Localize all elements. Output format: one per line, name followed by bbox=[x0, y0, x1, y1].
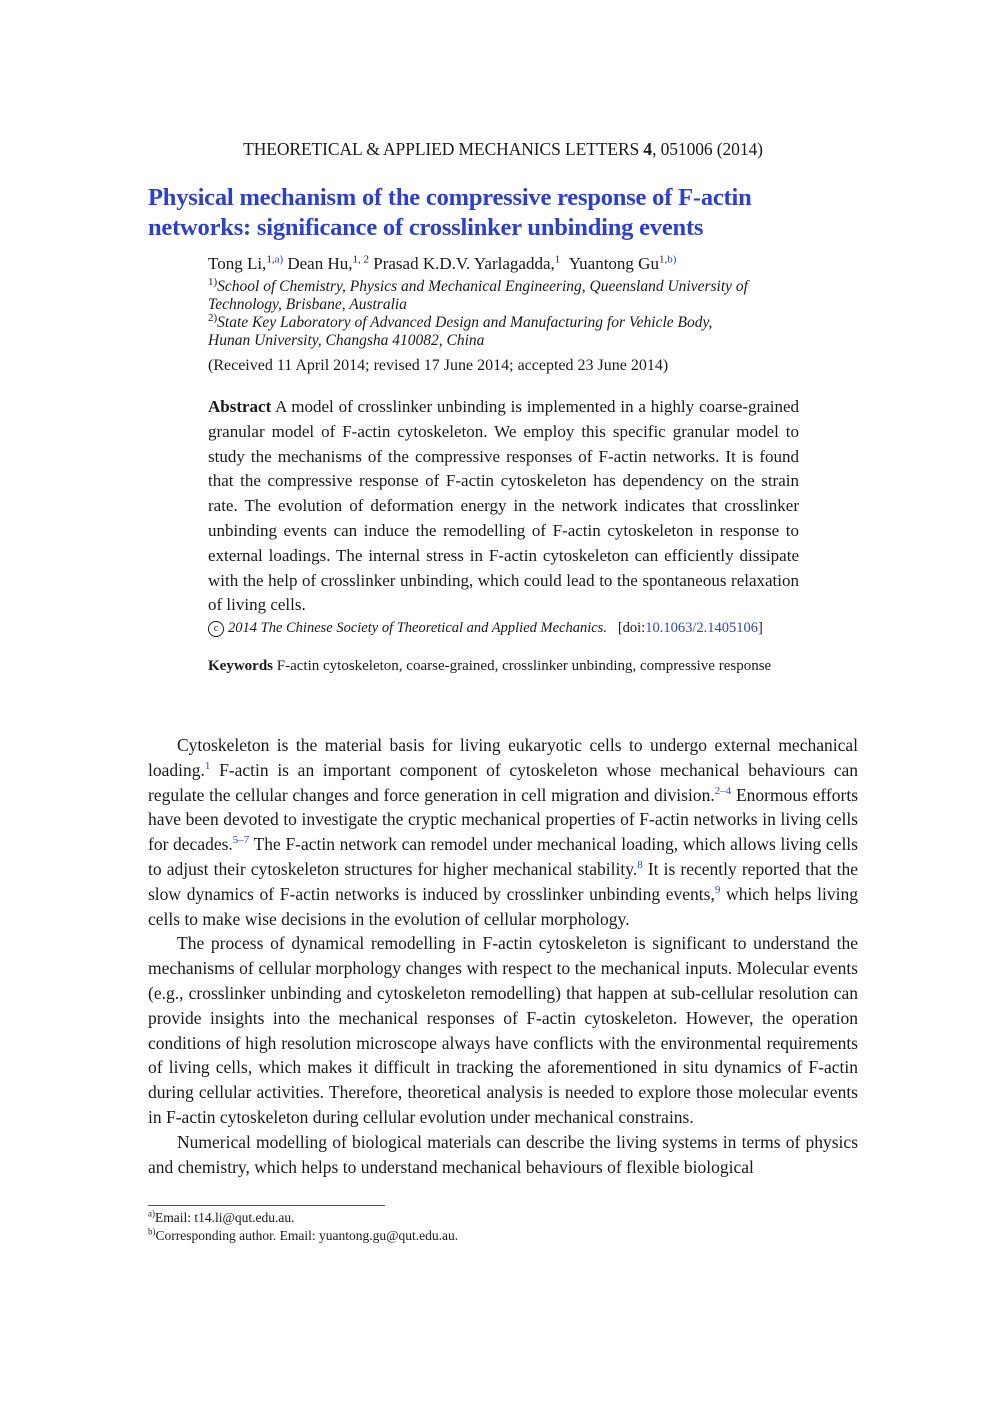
author-name: Dean Hu, bbox=[287, 254, 353, 273]
affiliation-1: $^{1)}$School of Chemistry, Physics and Mechanical Engineering, Queensland University of Technology, Brisbane, Australia bbox=[208, 275, 748, 313]
copyright-icon: c bbox=[208, 621, 224, 637]
abstract-text: A model of crosslinker unbinding is implemented in a highly coarse-grained granular model of F-actin cytoskeleton. We employ this specific granular model to study the mechanisms of the compressive responses of F-actin networks. It is found that the compressive response of F-actin cytoskeleton has dependency on the strain rate. The evolution of deformation energy in the network indicates that crosslinker unbinding events can induce the remodelling of F-actin cytoskeleton in response to external loadings. The internal stress in F-actin cytoskeleton can efficiently dissipate with the help of crosslinker unbinding, which could lead to the spontaneous relaxation of living cells. bbox=[208, 397, 800, 615]
abstract-label: Abstract bbox=[208, 397, 272, 416]
journal-volume: 4 bbox=[643, 139, 653, 159]
citation-link[interactable]: 9 bbox=[714, 883, 721, 896]
paragraph: Numerical modelling of biological materials can describe the living systems in terms of physics and chemistry, which helps to understand mechanical behaviours of flexible biological bbox=[148, 1131, 858, 1177]
paragraph: Cytoskeleton is the material basis for living eukaryotic cells to undergo external mechanical loading.$^1$ F-actin is an important component of cytoskeleton whose mechanical behaviours can regulate the cellular changes and force generation in cell migration and division.$^{2-4}$ Enormous efforts have been devoted to investigate the cryptic mechanical properties of F-actin networks in living cells for decades.$^{5-7}$ The F-actin network can remodel under mechanical loading, which allows living cells to adjust their cytoskeleton structures for higher mechanical stability.$^8$ It is recently reported that the slow dynamics of F-actin networks is induced by crosslinker unbinding events,$^9$ which helps living cells to make wise decisions in the evolution of cellular morphology. bbox=[148, 735, 859, 929]
footnote-divider bbox=[148, 1205, 385, 1206]
affiliation-2: $^{2)}$State Key Laboratory of Advanced Design and Manufacturing for Vehicle Body, Hunan University, Changsha 410082, China bbox=[208, 311, 713, 349]
citation-link[interactable]: 8 bbox=[637, 859, 643, 872]
footnote-b: $^{b)}$Corresponding author. Email: yuantong.gu@qut.edu.au. bbox=[148, 1226, 459, 1243]
keywords-label: Keywords bbox=[208, 658, 273, 674]
citation-link[interactable]: 5–7 bbox=[232, 834, 250, 847]
author-list: Tong Li,$^{1,a)}$ Dean Hu,$^{1, 2}$ Prasad K.D.V. Yarlagadda,$^1$ Yuantong Gu$^{1,b)}$ bbox=[208, 253, 677, 273]
keywords-text: F-actin cytoskeleton, coarse-grained, crosslinker unbinding, compressive response bbox=[276, 658, 772, 674]
received-dates: (Received 11 April 2014; revised 17 June 2014; accepted 23 June 2014) bbox=[208, 357, 669, 374]
citation-link[interactable]: 1 bbox=[204, 759, 211, 772]
copyright-line: c 2014 The Chinese Society of Theoretical and Applied Mechanics. [doi:10.1063/2.1405106] bbox=[208, 620, 808, 637]
author-name: Yuantong Gu bbox=[568, 254, 659, 273]
footnote-a: $^{a)}$Email: t14.li@qut.edu.au. bbox=[148, 1208, 295, 1225]
author-note-link[interactable]: b) bbox=[667, 253, 677, 266]
author-name: Tong Li, bbox=[208, 254, 267, 273]
paragraph: The process of dynamical remodelling in F-actin cytoskeleton is significant to understand the mechanisms of cellular morphology changes with respect to the mechanical inputs. Molecular events (e.g., crosslinker unbinding and cytoskeleton remodelling) that happen at sub-cellular resolution can provide insights into the mechanical responses of F-actin cytoskeleton. However, the operation conditions of high resolution microscope always have conflicts with the environmental requirements of living cells, which makes it difficult in tracking the aforementioned in situ dynamics of F-actin during cellular activities. Therefore, theoretical analysis is needed to explore those molecular events in F-actin cytoskeleton during cellular evolution under mechanical constrains. bbox=[148, 933, 858, 1127]
citation-link[interactable]: 2–4 bbox=[714, 784, 732, 797]
title-line-1: Physical mechanism of the compressive response of F-actin bbox=[148, 184, 752, 211]
keywords bbox=[208, 654, 799, 678]
journal-header: THEORETICAL & APPLIED MECHANICS LETTERS 4, 051006 (2014) bbox=[243, 139, 763, 159]
author-name: Prasad K.D.V. Yarlagadda, bbox=[373, 254, 555, 273]
doi-link[interactable]: 10.1063/2.1405106 bbox=[645, 620, 758, 636]
abstract bbox=[208, 395, 799, 618]
title-line-2: networks: significance of crosslinker unbinding events bbox=[148, 214, 704, 241]
paper-title bbox=[148, 183, 848, 243]
body-text bbox=[148, 733, 858, 1179]
author-note-link[interactable]: a) bbox=[274, 253, 284, 266]
